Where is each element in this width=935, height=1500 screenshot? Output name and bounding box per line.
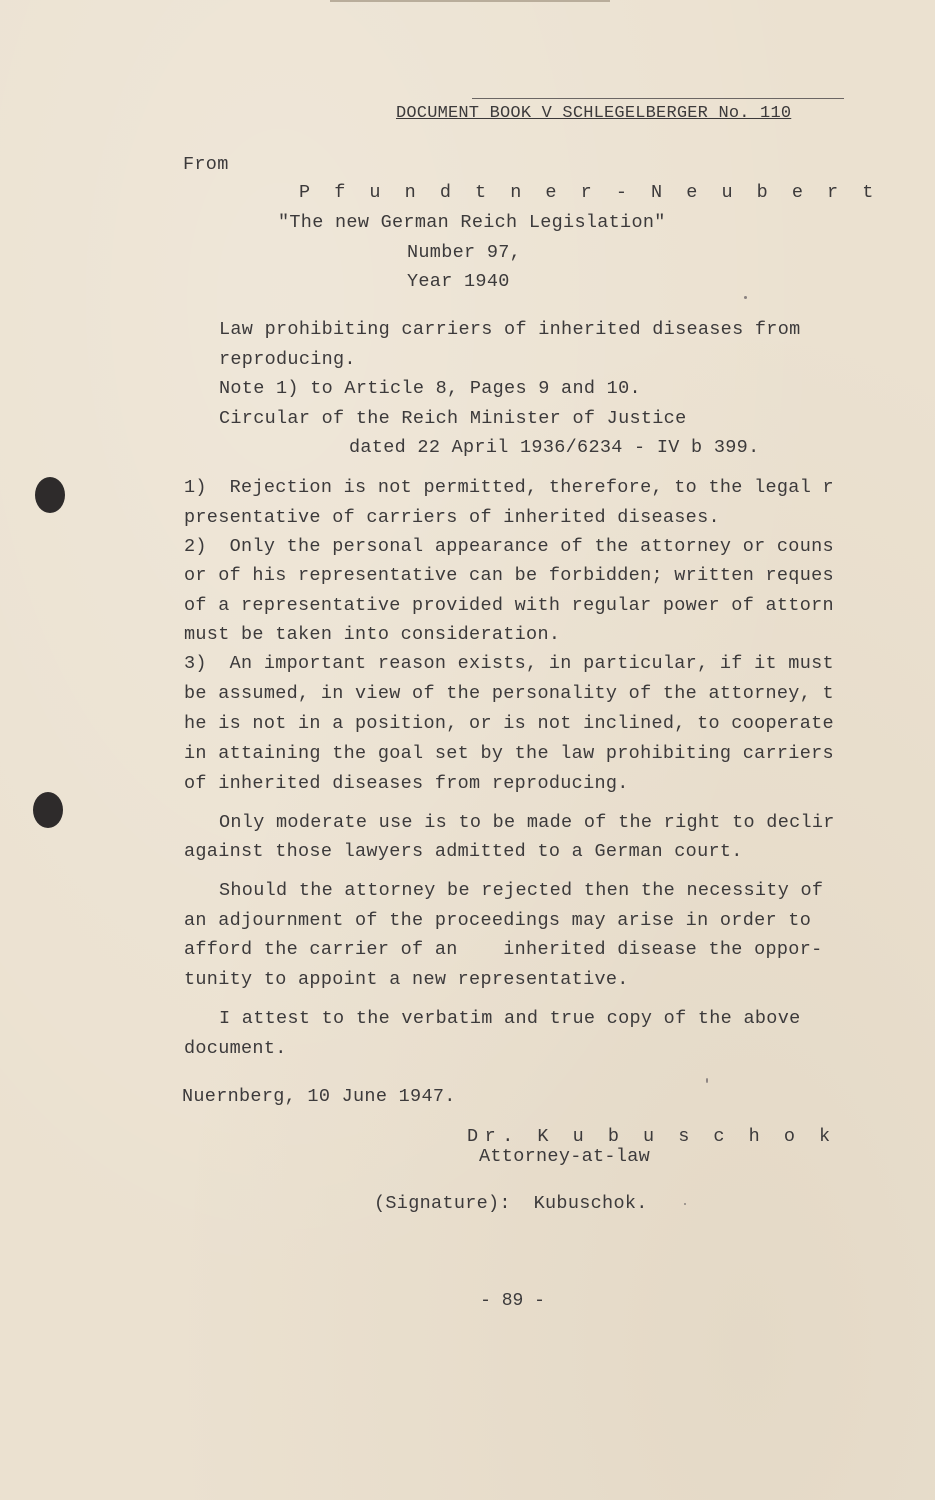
paragraph-1-line-2: presentative of carriers of inherited diseases.	[184, 507, 720, 528]
document-reference: DOCUMENT BOOK V SCHLEGELBERGER No. 110	[396, 104, 792, 123]
paragraph-5-line-4: tunity to appoint a new representative.	[184, 969, 629, 990]
source-number: Number 97,	[407, 242, 522, 263]
paragraph-2-line-4: must be taken into consideration.	[184, 624, 561, 645]
from-label: From	[183, 154, 229, 175]
paper-speck	[744, 296, 747, 299]
paragraph-3-line-2: be assumed, in view of the personality of the attorney, t	[184, 683, 834, 704]
source-publication: "The new German Reich Legislation"	[278, 212, 666, 233]
source-authors: P f u n d t n e r - N e u b e r t	[299, 182, 880, 203]
subject-circular: Circular of the Reich Minister of Justice	[219, 408, 687, 429]
paragraph-5-line-2: an adjournment of the proceedings may arise in order to	[184, 910, 812, 931]
subject-line-2: reproducing.	[219, 349, 356, 370]
paragraph-4-line-2: against those lawyers admitted to a German court.	[184, 841, 743, 862]
page-number: - 89 -	[480, 1291, 545, 1311]
place-and-date: Nuernberg, 10 June 1947.	[182, 1086, 456, 1107]
signature-line: (Signature): Kubuschok.	[374, 1193, 648, 1214]
paragraph-5-line-1: Should the attorney be rejected then the necessity of	[219, 880, 824, 901]
punch-hole-top	[35, 477, 65, 513]
attestation-line-1: I attest to the verbatim and true copy of the above	[219, 1008, 801, 1029]
attestation-line-2: document.	[184, 1038, 287, 1059]
header-rule	[472, 98, 844, 99]
paragraph-3-line-1: 3) An important reason exists, in particular, if it must	[184, 653, 834, 674]
signer-name: Dr. K u b u s c h o k	[467, 1126, 837, 1147]
paragraph-2-line-1: 2) Only the personal appearance of the attorney or couns	[184, 536, 834, 557]
paragraph-5-line-3: afford the carrier of an inherited disease the oppor-	[184, 939, 823, 960]
page-top-edge	[330, 0, 610, 2]
paragraph-3-line-4: in attaining the goal set by the law prohibiting carriers	[184, 743, 834, 764]
punch-hole-bottom	[33, 792, 63, 828]
paragraph-3-line-3: he is not in a position, or is not inclined, to cooperate	[184, 713, 834, 734]
paragraph-2-line-3: of a representative provided with regular power of attorn	[184, 595, 834, 616]
subject-line-1: Law prohibiting carriers of inherited diseases from	[219, 319, 801, 340]
source-year: Year 1940	[407, 271, 510, 292]
paragraph-3-line-5: of inherited diseases from reproducing.	[184, 773, 629, 794]
subject-dated: dated 22 April 1936/6234 - IV b 399.	[349, 437, 760, 458]
paper-speck	[706, 1078, 708, 1083]
paragraph-4-line-1: Only moderate use is to be made of the right to declir	[219, 812, 835, 833]
paragraph-1-line-1: 1) Rejection is not permitted, therefore, to the legal r	[184, 477, 834, 498]
signer-title: Attorney-at-law	[479, 1146, 651, 1167]
paper-speck	[684, 1203, 686, 1205]
subject-note: Note 1) to Article 8, Pages 9 and 10.	[219, 378, 641, 399]
paragraph-2-line-2: or of his representative can be forbidden; written reques	[184, 565, 834, 586]
